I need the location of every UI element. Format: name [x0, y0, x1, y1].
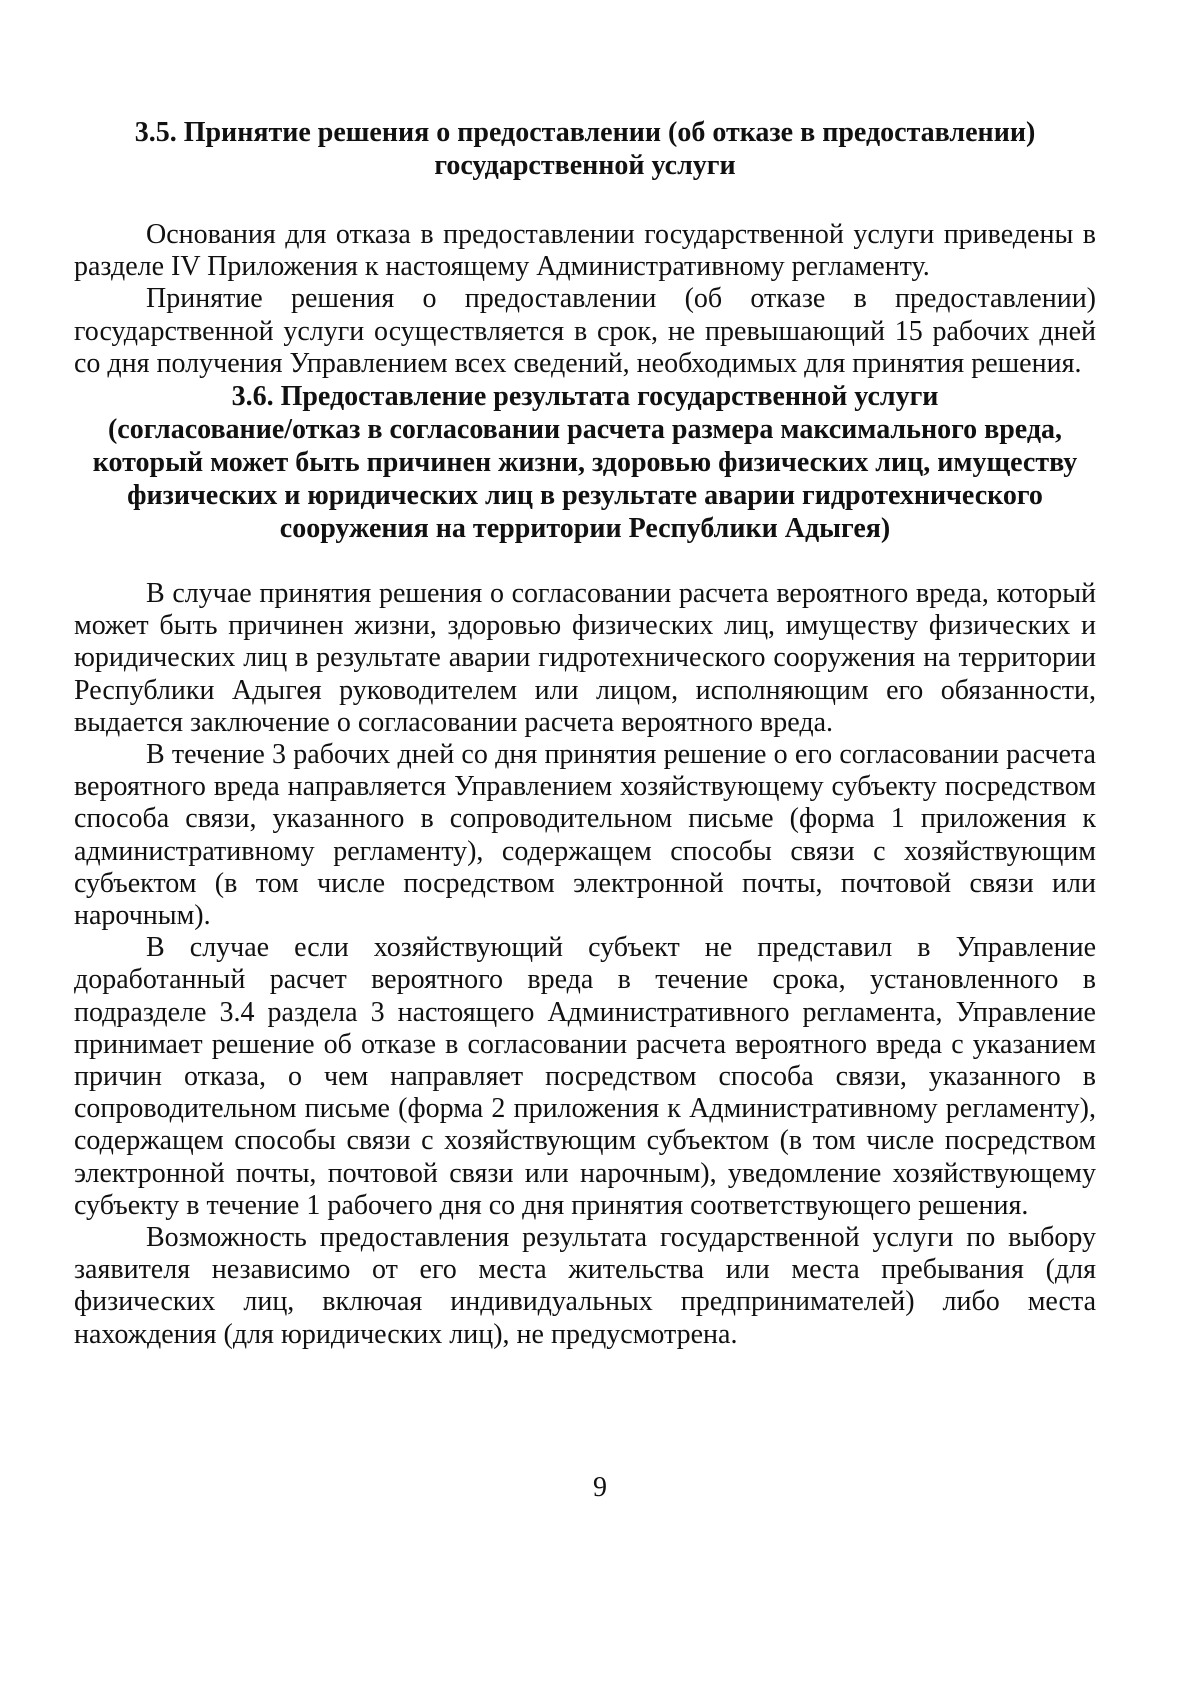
section-3-6-paragraph: Возможность предоставления результата государственной услуги по выбору заявителя независимо от его места жительства или места пребывания (для физических лиц, включая индивидуальных предпринимателей) либо места нахождения (для юридических лиц), не предусмотрена.: [74, 1222, 1096, 1350]
section-3-6-heading-line: который может быть причинен жизни, здоровью физических лиц, имуществу: [92, 447, 1078, 479]
section-3-6-paragraph: В случае принятия решения о согласовании расчета вероятного вреда, который может быть причинен жизни, здоровью физических лиц, имуществу физических и юридических лиц в результате аварии гидротехнического сооружения на территории Республики Адыгея руководителем или лицом, исполняющим его обязанности, выдается заключение о согласовании расчета вероятного вреда.: [74, 578, 1096, 738]
section-3-6-paragraph: В случае если хозяйствующий субъект не представил в Управление доработанный расчет вероятного вреда в течение срока, установленного в подразделе 3.4 раздела 3 настоящего Административного регламента, Управление принимает решение об отказе в согласовании расчета вероятного вреда с указанием причин отказа, о чем направляет посредством способа связи, указанного в сопроводительном письме (форма 2 приложения к Административному регламенту), содержащем способы связи с хозяйствующим субъектом (в том числе посредством электронной почты, почтовой связи или нарочным), уведомление хозяйствующему субъекту в течение 1 рабочего дня со дня принятия соответствующего решения.: [74, 932, 1096, 1221]
section-3-5-heading-line: государственной услуги: [434, 150, 736, 181]
document-page: [74, 116, 1096, 1351]
section-3-6-paragraph: В течение 3 рабочих дней со дня принятия решение о его согласовании расчета вероятного вреда направляется Управлением хозяйствующему субъекту посредством способа связи, указанного в сопроводительном письме (форма 1 приложения к административному регламенту), содержащем способы связи с хозяйствующим субъектом (в том числе посредством электронной почты, почтовой связи или нарочным).: [74, 739, 1096, 932]
section-3-6-heading-line: сооружения на территории Республики Адыгея): [279, 513, 891, 545]
section-3-6-heading-line: (согласование/отказ в согласовании расчета размера максимального вреда,: [107, 414, 1063, 446]
page-number: 9: [593, 1472, 607, 1503]
section-3-6-heading-line: физических и юридических лиц в результате аварии гидротехнического: [127, 480, 1043, 512]
section-3-5-heading-line: 3.5. Принятие решения о предоставлении (об отказе в предоставлении): [134, 117, 1036, 148]
section-3-5-paragraph: Основания для отказа в предоставлении государственной услуги приведены в разделе IV Приложения к настоящему Административному регламенту.: [74, 219, 1096, 283]
section-3-6-heading-line: 3.6. Предоставление результата государственной услуги: [231, 381, 939, 413]
section-3-5-heading: [74, 116, 1096, 182]
section-3-6-heading: [74, 380, 1096, 545]
section-3-5-paragraph: Принятие решения о предоставлении (об отказе в предоставлении) государственной услуги осуществляется в срок, не превышающий 15 рабочих дней со дня получения Управлением всех сведений, необходимых для принятия решения.: [74, 283, 1096, 379]
